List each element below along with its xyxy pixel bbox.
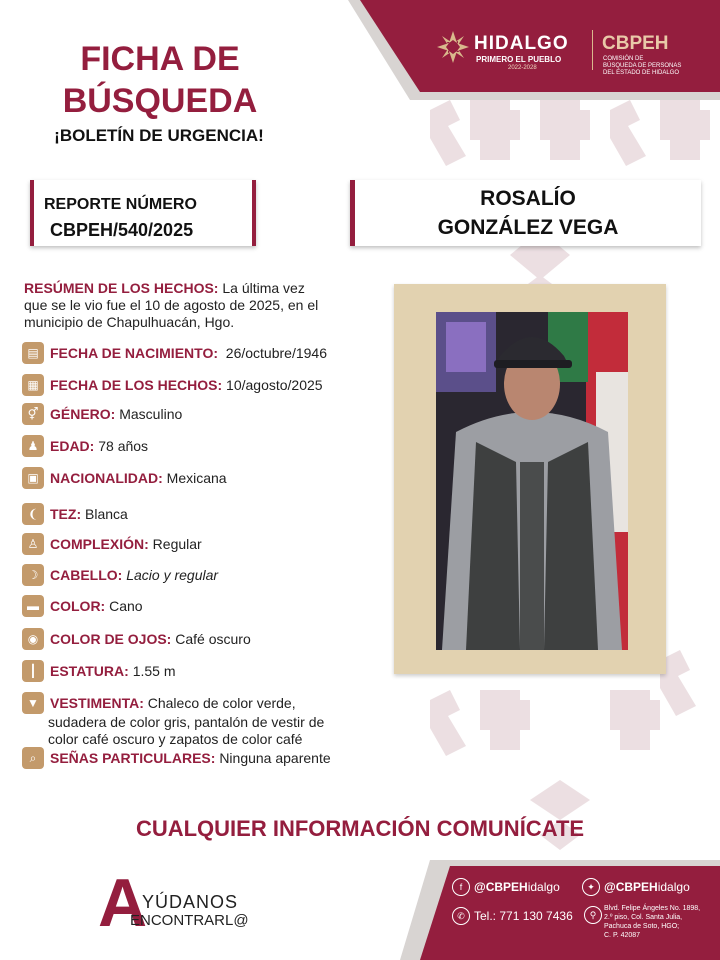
phone-number: Tel.: 771 130 7436: [474, 909, 573, 923]
call-to-action: CUALQUIER INFORMACIÓN COMUNÍCATE: [135, 816, 585, 841]
build-label: COMPLEXIÓN:: [50, 536, 149, 552]
agency-name-line-2: BÚSQUEDA DE PERSONAS: [603, 63, 682, 69]
birth-date-value: 26/octubre/1946: [225, 345, 327, 361]
row-nationality: [22, 467, 227, 489]
hair-icon: ☽: [22, 564, 44, 586]
agency-name-line-1: COMISIÓN DE: [603, 56, 644, 62]
hair-value: Lacio y regular: [126, 567, 219, 583]
clothing-value-3: color café oscuro y zapatos de color café: [48, 731, 303, 747]
ruler-icon: ┃: [22, 660, 44, 682]
eye-icon: ◉: [22, 628, 44, 650]
phone-link[interactable]: [452, 907, 573, 925]
person-name-line-1: ROSALÍO: [480, 187, 576, 210]
summary-paragraph: [24, 280, 354, 331]
hidalgo-logo-icon: [436, 30, 470, 64]
summary-text-3: municipio de Chapulhuacán, Hgo.: [24, 314, 235, 330]
twitter-handle-rest: idalgo: [657, 880, 690, 894]
brand-name: HIDALGO: [474, 33, 569, 54]
help-logo-letter: A: [98, 865, 148, 941]
facebook-icon: f: [452, 878, 470, 896]
eyes-value: Café oscuro: [175, 631, 251, 647]
row-clothing: [22, 692, 352, 748]
birth-date-label: FECHA DE NACIMIENTO:: [50, 345, 218, 361]
skin-label: TEZ:: [50, 506, 82, 522]
agency-name-line-3: DEL ESTADO DE HIDALGO: [603, 70, 680, 76]
skin-profile-icon: ❨: [22, 503, 44, 525]
twitter-icon: ✦: [582, 878, 600, 896]
color-label: COLOR:: [50, 598, 106, 614]
address-line-2: 2.º piso, Col. Santa Julia,: [604, 914, 683, 921]
row-age: [22, 435, 148, 457]
facebook-link[interactable]: [452, 878, 560, 896]
nationality-value: Mexicana: [166, 470, 227, 486]
summary-label: RESÚMEN DE LOS HECHOS:: [24, 280, 219, 296]
people-icon: ♟: [22, 435, 44, 457]
row-skin: [22, 503, 128, 525]
title-line-1: FICHA DE: [80, 40, 240, 78]
clothing-value-1: Chaleco de color verde,: [147, 694, 296, 711]
hair-color-icon: ▬: [22, 595, 44, 617]
address-block: [604, 904, 700, 940]
skin-value: Blanca: [85, 506, 128, 522]
help-logo-line-2: ENCONTRARL@: [130, 912, 249, 929]
marks-value: Ninguna aparente: [219, 750, 331, 766]
event-date-label: FECHA DE LOS HECHOS:: [50, 377, 223, 393]
address-line-3: Pachuca de Soto, HGO;: [604, 923, 680, 930]
report-label: REPORTE NÚMERO: [44, 196, 197, 213]
nationality-label: NACIONALIDAD:: [50, 470, 163, 486]
eyes-label: COLOR DE OJOS:: [50, 631, 172, 647]
facebook-handle-rest: idalgo: [527, 880, 560, 894]
twitter-link[interactable]: [582, 878, 690, 896]
brand-slogan: PRIMERO EL PUEBLO: [476, 55, 562, 64]
marks-label: SEÑAS PARTICULARES:: [50, 750, 216, 766]
row-color: [22, 595, 143, 617]
height-label: ESTATURA:: [50, 663, 129, 679]
height-value: 1.55 m: [132, 663, 176, 679]
missing-person-photo: [436, 312, 628, 650]
age-value: 78 años: [98, 438, 149, 454]
agency-acronym: CBPEH: [602, 33, 669, 54]
row-birth-date: [22, 342, 327, 364]
report-number: CBPEH/540/2025: [50, 220, 194, 240]
magnifier-icon: ⌕: [22, 747, 44, 769]
birthday-cake-icon: ▤: [22, 342, 44, 364]
row-marks: [22, 747, 331, 769]
phone-icon: ✆: [452, 907, 470, 925]
row-hair: [22, 564, 218, 586]
gender-label: GÉNERO:: [50, 406, 116, 422]
body-build-icon: ♙: [22, 533, 44, 555]
summary-text-2: que se le vio fue el 10 de agosto de 2025, en el: [24, 297, 319, 313]
color-value: Cano: [109, 598, 143, 614]
hair-label: CABELLO:: [50, 567, 123, 583]
age-label: EDAD:: [50, 438, 95, 454]
row-height: [22, 660, 176, 682]
id-card-icon: ▣: [22, 467, 44, 489]
urgent-subtitle: ¡BOLETÍN DE URGENCIA!: [54, 126, 264, 145]
address-line-4: C. P. 42087: [604, 932, 641, 939]
row-eyes: [22, 628, 251, 650]
address-line-1: Blvd. Felipe Ángeles No. 1898,: [604, 905, 701, 912]
header-divider: [592, 30, 593, 70]
summary-text-1: La última vez: [218, 280, 305, 296]
row-gender: [22, 403, 182, 425]
twitter-handle-bold: @CBPEH: [604, 880, 658, 894]
calendar-icon: ▦: [22, 374, 44, 396]
title-line-2: BÚSQUEDA: [62, 82, 258, 120]
row-event-date: [22, 374, 323, 396]
clothing-label: VESTIMENTA:: [50, 694, 144, 711]
event-date-value: 10/agosto/2025: [226, 377, 323, 393]
build-value: Regular: [152, 536, 202, 552]
location-pin-icon: ⚲: [584, 906, 602, 924]
gender-icon: ⚥: [22, 403, 44, 425]
brand-years: 2022-2028: [508, 65, 537, 71]
facebook-handle-bold: @CBPEH: [474, 880, 528, 894]
gender-value: Masculino: [119, 406, 183, 422]
shirt-icon: ▼: [22, 692, 44, 714]
row-build: [22, 533, 202, 555]
clothing-value-2: sudadera de color gris, pantalón de vestir de: [48, 714, 325, 730]
person-name-line-2: GONZÁLEZ VEGA: [437, 216, 619, 239]
help-logo-line-1: YÚDANOS: [142, 892, 239, 912]
